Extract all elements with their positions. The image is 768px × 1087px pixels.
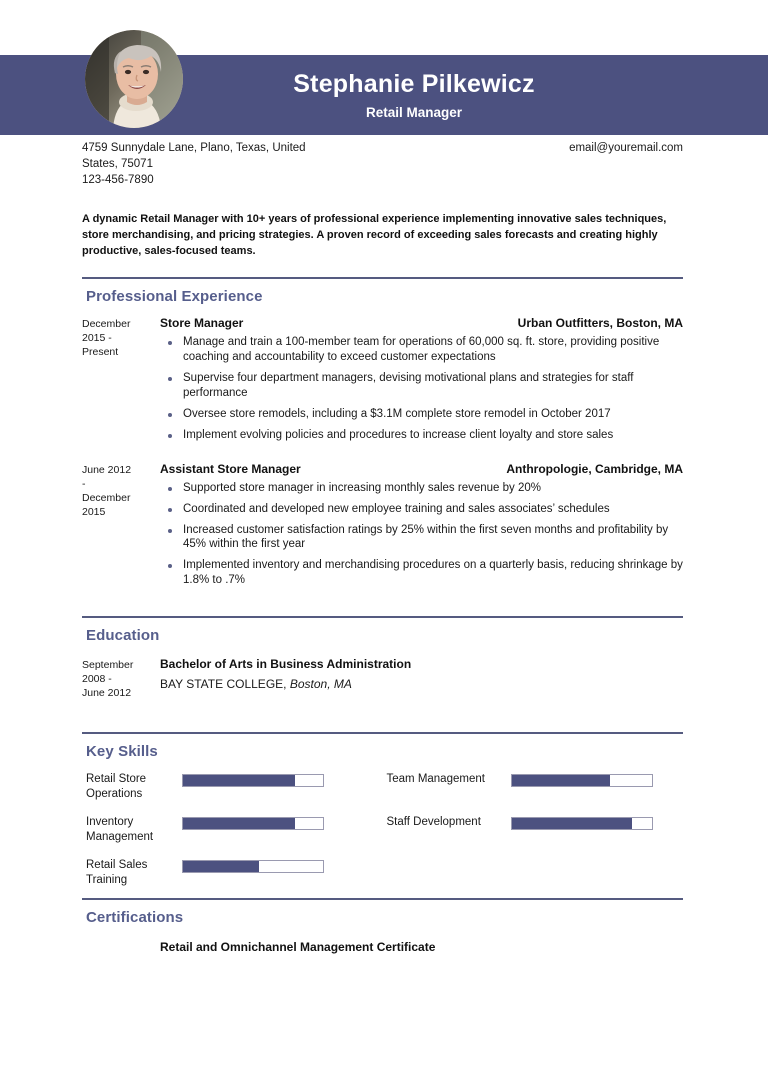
section-title-education: Education [86, 627, 160, 644]
skill-bar-fill [183, 775, 295, 786]
section-title-experience: Professional Experience [86, 288, 263, 305]
skill-label: Staff Development [386, 815, 481, 828]
skill-bar [182, 817, 324, 830]
degree-name: Bachelor of Arts in Business Administration [160, 657, 412, 671]
section-certifications [82, 898, 683, 955]
date-line: Present [82, 346, 119, 359]
skills-grid [82, 772, 683, 901]
experience-bullet-list [160, 481, 683, 589]
job-role: Assistant Store Manager [160, 461, 301, 476]
list-item: Supported store manager in increasing monthly sales revenue by 20% [160, 481, 683, 496]
skill-bar [182, 774, 324, 787]
job-title: Retail Manager [365, 104, 463, 120]
experience-entry [82, 462, 683, 595]
certification-name: Retail and Omnichannel Management Certificate [160, 940, 436, 954]
section-title-certifications: Certifications [86, 909, 184, 926]
experience-body [160, 462, 683, 595]
experience-date [82, 462, 160, 595]
skill-item [82, 858, 383, 888]
date-line: June 2012 [82, 687, 132, 700]
list-item: Coordinated and developed new employee training and sales associates’ schedules [160, 502, 683, 517]
education-date [82, 657, 160, 701]
section-divider [82, 277, 683, 279]
skill-bar-fill [183, 861, 259, 872]
list-item: Oversee store remodels, including a $3.1M complete store remodel in October 2017 [160, 407, 683, 422]
skill-item [383, 815, 684, 845]
section-experience [82, 277, 683, 594]
professional-summary: A dynamic Retail Manager with 10+ years of professional experience implementing innovative sales techniques, store merchandising, and pricing strategies. A proven record of exceeding sales forecasts and creating highly productive, sales-focused teams. [82, 213, 667, 257]
experience-heading [160, 462, 683, 476]
skill-bar-fill [512, 775, 610, 786]
skill-label: Team Management [386, 773, 485, 785]
experience-entry [82, 316, 683, 449]
address-line-1: 4759 Sunnydale Lane, Plano, Texas, United [82, 142, 306, 154]
date-line: 2015 [82, 506, 106, 519]
date-line: September [82, 659, 134, 671]
experience-body [160, 316, 683, 449]
skill-bar-fill [512, 818, 632, 829]
skill-label: Inventory Management [86, 815, 154, 843]
skill-label: Retail Store Operations [86, 773, 147, 800]
section-education [82, 616, 683, 701]
school-location: Boston, MA [286, 677, 352, 691]
section-skills [82, 732, 683, 901]
school-name [160, 677, 683, 691]
job-role: Store Manager [160, 316, 244, 330]
list-item: Supervise four department managers, devising motivational plans and strategies for staff performance [160, 371, 683, 401]
certification-entry [82, 940, 683, 955]
list-item: Implemented inventory and merchandising procedures on a quarterly basis, reducing shrinkage by 1.8% to .7% [160, 558, 683, 588]
list-item: Increased customer satisfaction ratings by 25% within the first seven months and profitability by 45% within the first year [160, 523, 683, 553]
skill-item [82, 815, 383, 845]
skill-bar [182, 860, 324, 873]
avatar [85, 30, 183, 128]
section-divider [82, 616, 683, 618]
experience-heading [160, 316, 683, 330]
date-line: December [82, 318, 131, 330]
date-line: - [82, 477, 86, 490]
date-line: December [82, 491, 131, 504]
email-address[interactable]: email@youremail.com [569, 142, 683, 154]
skill-item [82, 772, 383, 802]
list-item: Manage and train a 100-member team for operations of 60,000 sq. ft. store, providing positive coaching and accountability to exceed customer expectations [160, 335, 683, 365]
skill-bar-fill [183, 818, 295, 829]
list-item: Implement evolving policies and procedures to increase client loyalty and store sales [160, 428, 683, 443]
date-line: June 2012 [82, 463, 132, 476]
education-body [160, 657, 683, 701]
date-line: 2015 - [82, 332, 112, 345]
contact-email-wrap [569, 141, 683, 157]
phone-number: 123-456-7890 [82, 173, 154, 186]
section-divider [82, 732, 683, 734]
skill-bar [511, 817, 653, 830]
education-entry [82, 657, 683, 701]
skill-bar [511, 774, 653, 787]
date-line: 2008 - [82, 673, 112, 686]
certification-date-spacer [82, 940, 160, 955]
address-line-2: States, 75071 [82, 157, 153, 170]
employer: Anthropologie, Cambridge, MA [506, 461, 683, 476]
skill-item [383, 772, 684, 802]
school-title: BAY STATE COLLEGE, [160, 677, 287, 691]
contact-block [82, 141, 683, 189]
experience-date [82, 316, 160, 449]
page-title: Stephanie Pilkewicz [293, 70, 535, 99]
experience-bullet-list [160, 335, 683, 443]
section-title-skills: Key Skills [86, 743, 158, 760]
skill-label: Retail Sales Training [86, 858, 148, 886]
employer: Urban Outfitters, Boston, MA [517, 316, 683, 330]
profile-photo-icon [85, 30, 183, 128]
section-divider [82, 898, 683, 900]
contact-address [82, 141, 306, 189]
